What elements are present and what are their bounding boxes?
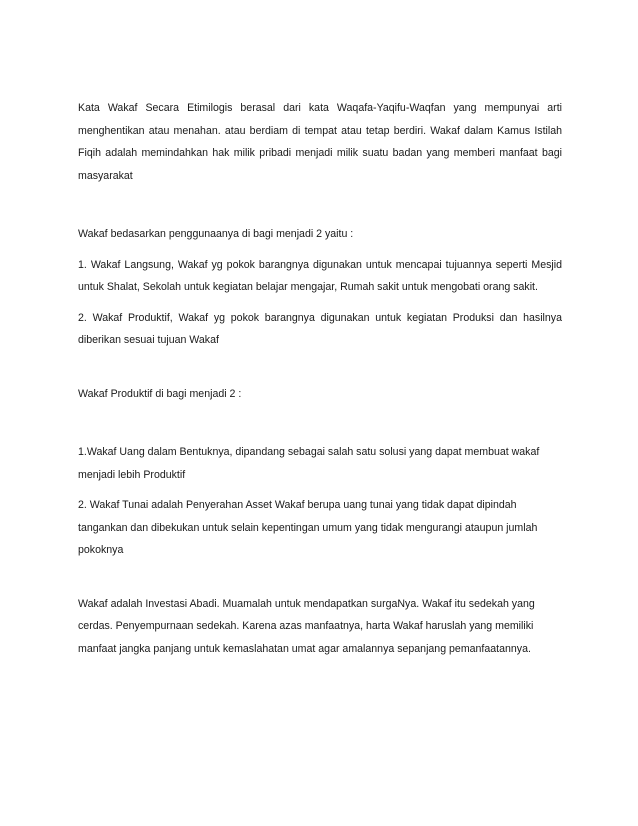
paragraph-wakaf-produktif: 2. Wakaf Produktif, Wakaf yg pokok barangnya digunakan untuk kegiatan Produksi dan hasilnya diberikan sesuai tujuan Wakaf <box>78 311 562 346</box>
spacer <box>78 405 562 441</box>
paragraph-definition: Kata Wakaf Secara Etimilogis berasal dari kata Waqafa-Yaqifu-Waqfan yang mempunyai arti menghentikan atau menahan. atau berdiam di tempat atau tetap berdiri. Wakaf dalam Kamus Istilah Fiqih adalah memindahkan hak milik pribadi menjadi milik suatu badan yang memberi manfaat bagi masyarakat <box>78 102 562 182</box>
paragraph-wakaf-langsung: 1. Wakaf Langsung, Wakaf yg pokok barangnya digunakan untuk mencapai tujuannya seperti Mesjid untuk Shalat, Sekolah untuk kegiatan belajar mengajar, Rumah sakit untuk mengobati orang sakit. <box>78 258 562 293</box>
paragraph-wakaf-uang: 1.Wakaf Uang dalam Bentuknya, dipandang sebagai salah satu solusi yang dapat membuat wakaf menjadi lebih Produktif <box>78 446 540 481</box>
spacer <box>78 246 562 254</box>
document-body <box>78 97 562 660</box>
spacer <box>78 486 562 494</box>
paragraph-wakaf-tunai: 2. Wakaf Tunai adalah Penyerahan Asset Wakaf berupa uang tunai yang tidak dapat dipindah tangankan dan dibekukan untuk selain kepentingan umum yang tidak mengurangi ataupun jumlah pokoknya <box>78 499 538 556</box>
spacer <box>78 187 562 223</box>
spacer <box>78 352 562 383</box>
spacer <box>78 562 562 593</box>
spacer <box>78 299 562 307</box>
paragraph-produktif-intro: Wakaf Produktif di bagi menjadi 2 : <box>78 387 242 400</box>
paragraph-investasi-abadi: Wakaf adalah Investasi Abadi. Muamalah untuk mendapatkan surgaNya. Wakaf itu sedekah yang cerdas. Penyempurnaan sedekah. Karena azas manfaatnya, harta Wakaf haruslah yang memiliki manfaat jangka panjang untuk kemaslahatan umat agar amalannya sepanjang pemanfaatannya. <box>78 597 535 655</box>
paragraph-types-intro: Wakaf bedasarkan penggunaanya di bagi menjadi 2 yaitu : <box>78 228 354 240</box>
